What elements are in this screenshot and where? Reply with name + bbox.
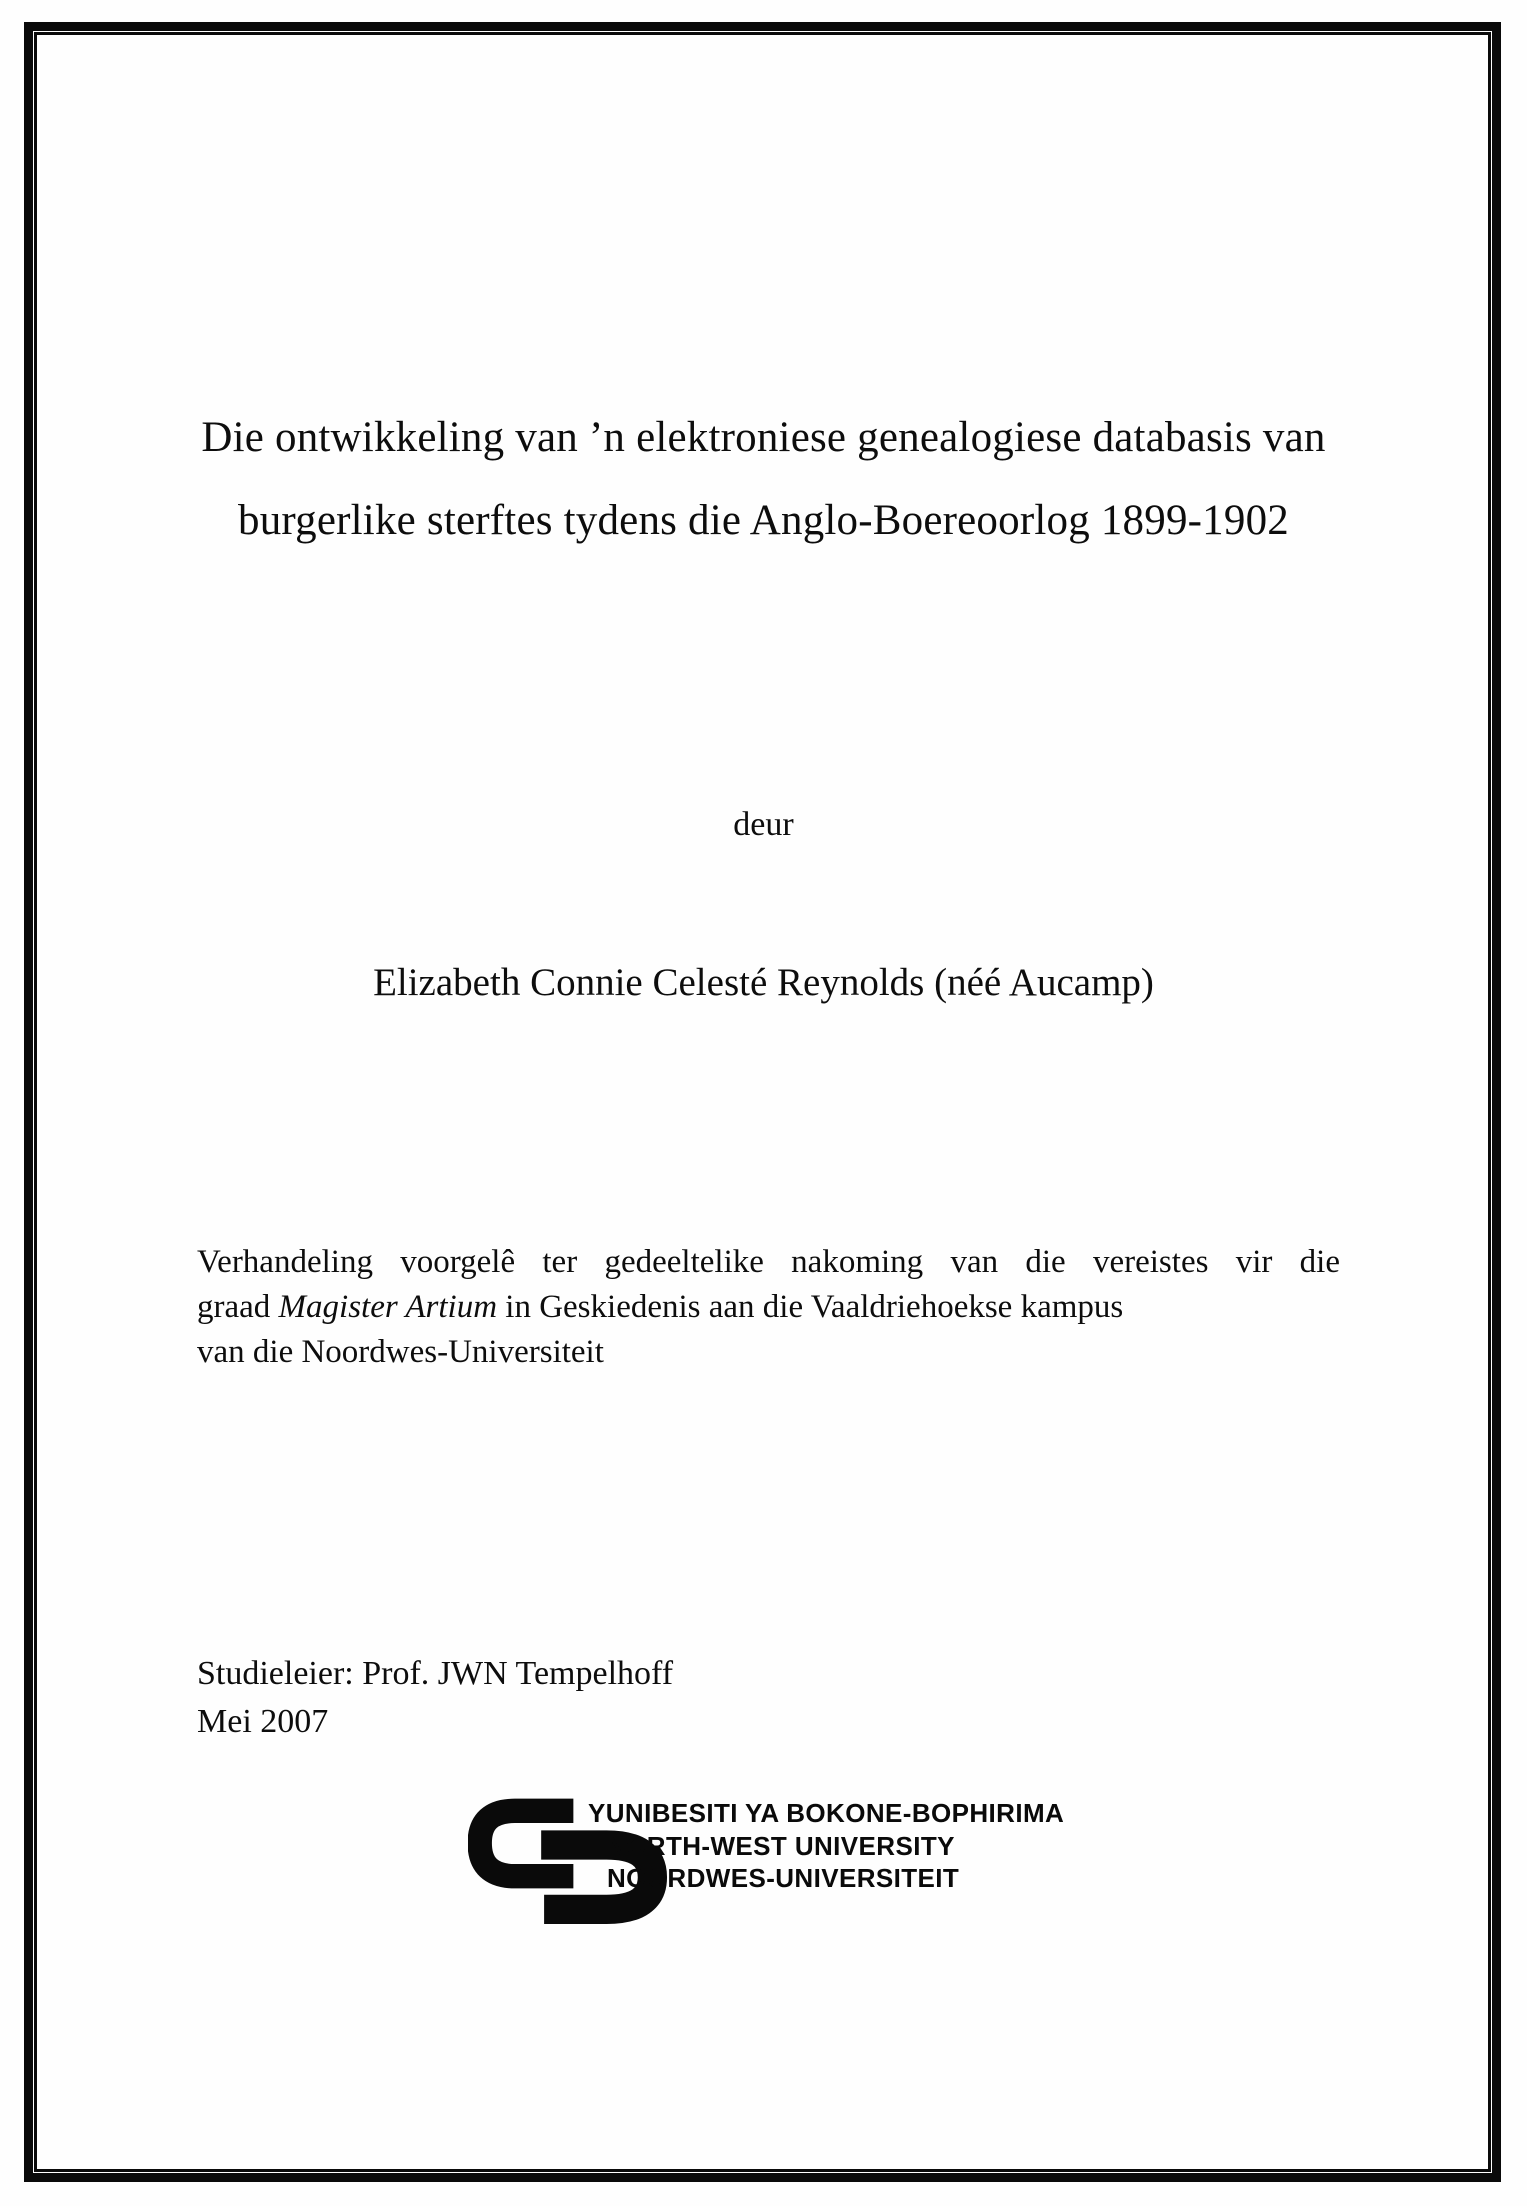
logo-text-afrikaans: NOORDWES-UNIVERSITEIT (607, 1863, 960, 1893)
thesis-statement-line3: van die Noordwes-Universiteit (197, 1334, 604, 1370)
statement-line2-suffix: in Geskiedenis aan die Vaaldriehoekse kampus (497, 1289, 1124, 1325)
author-name: Elizabeth Connie Celesté Reynolds (néé Aucamp) (373, 961, 1154, 1004)
thesis-title-line1: Die ontwikkeling van ’n elektroniese genealogiese databasis van (201, 414, 1326, 461)
byline-deur: deur (733, 806, 794, 843)
supervisor-block (197, 1650, 673, 1746)
thesis-statement-line1: Verhandeling voorgelê ter gedeeltelike nakoming van die vereistes vir die (197, 1244, 1340, 1280)
thesis-statement-line2 (197, 1285, 1340, 1330)
statement-line2-prefix: graad (197, 1289, 279, 1325)
date-line: Mei 2007 (197, 1703, 329, 1740)
supervisor-line: Studieleier: Prof. JWN Tempelhoff (197, 1655, 674, 1692)
logo-text-setswana: YUNIBESITI YA BOKONE-BOPHIRIMA (588, 1798, 1065, 1828)
degree-name-italic: Magister Artium (278, 1289, 498, 1325)
university-logo (468, 1796, 1108, 1936)
thesis-title (100, 396, 1427, 562)
thesis-statement (197, 1240, 1340, 1375)
thesis-title-line2: burgerlike sterftes tydens die Anglo-Boereoorlog 1899-1902 (238, 497, 1289, 544)
logo-text-english: NORTH-WEST UNIVERSITY (607, 1831, 955, 1861)
